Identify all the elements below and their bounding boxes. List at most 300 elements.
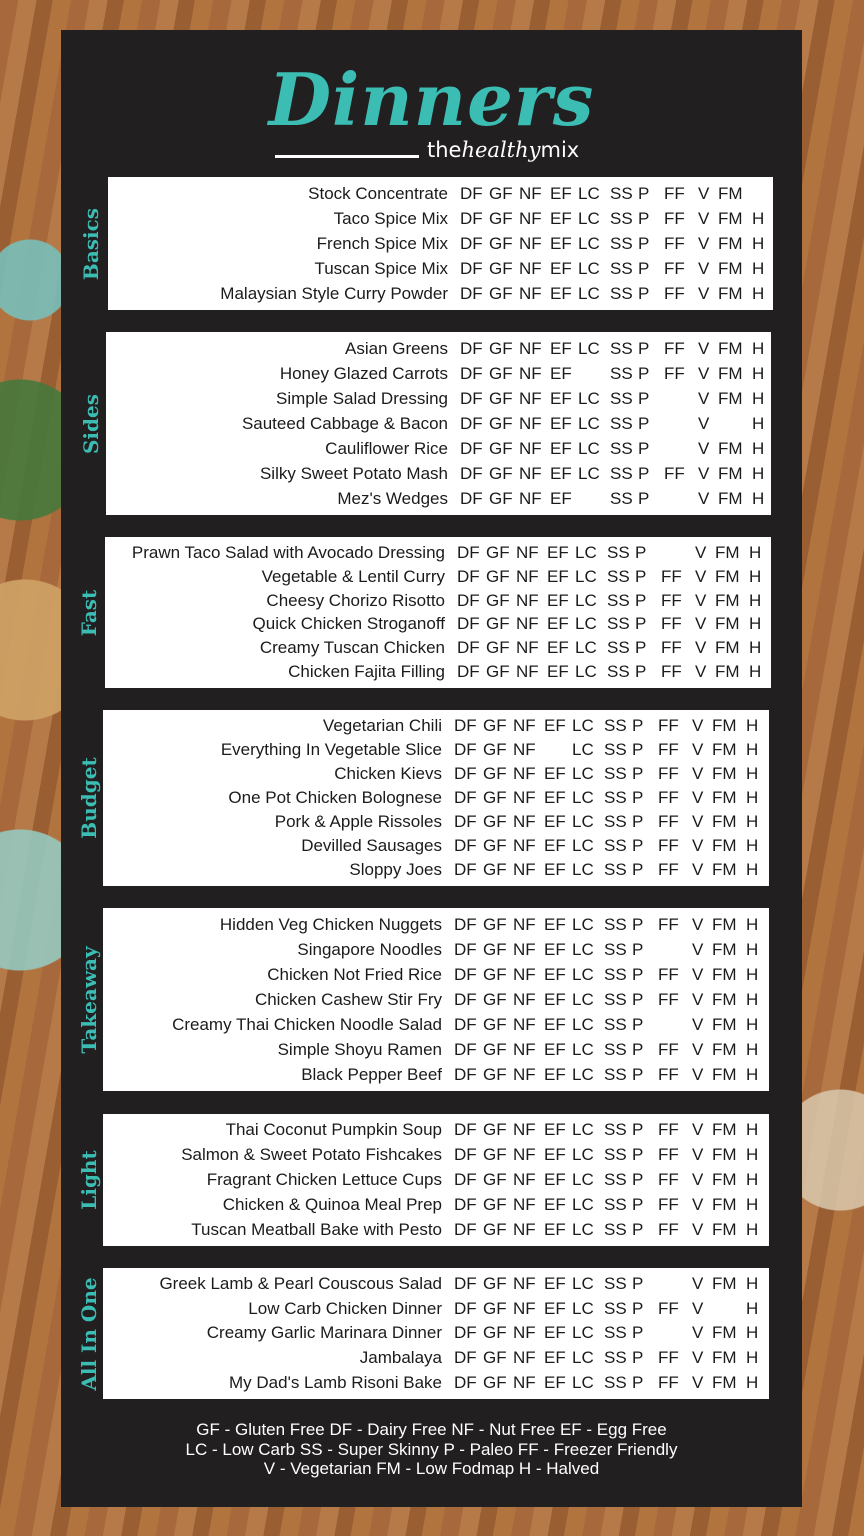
diet-tag: FF [658, 740, 679, 759]
diet-tag: EF [547, 590, 569, 610]
diet-tag [578, 489, 610, 509]
recipe-list [106, 332, 771, 515]
diet-tag: SS [607, 590, 630, 610]
diet-tag: V [698, 183, 710, 203]
diet-tag: NF [513, 1274, 536, 1294]
recipe-list [103, 1268, 769, 1399]
diet-tag: V [692, 1145, 704, 1165]
recipe-name: Chicken Cashew Stir Fry [254, 989, 442, 1009]
diet-tag: H [746, 1372, 759, 1392]
diet-tag: NF [513, 1219, 536, 1239]
recipe-name: Malaysian Style Curry Powder [220, 283, 448, 303]
diet-tag: P [632, 1298, 644, 1318]
recipe-row [106, 361, 771, 386]
diet-tag: P [635, 542, 647, 562]
recipe-row [103, 714, 769, 738]
diet-tag: NF [513, 1064, 536, 1084]
recipe-name: One Pot Chicken Bolognese [228, 788, 442, 807]
diet-tag: DF [454, 1348, 477, 1368]
diet-tag: DF [460, 258, 483, 278]
recipe-row [103, 810, 769, 834]
diet-tag [658, 940, 692, 960]
diet-tag: EF [550, 488, 572, 508]
diet-tag: H [752, 363, 765, 383]
diet-tag [661, 543, 695, 563]
diet-tag: DF [457, 614, 480, 634]
diet-tag: SS [610, 233, 633, 253]
diet-tag: GF [483, 964, 507, 984]
diet-tag: P [638, 283, 650, 303]
diet-tag: NF [516, 590, 539, 610]
diet-tags [454, 788, 762, 808]
recipe-row [103, 738, 769, 762]
diet-tag: P [632, 1372, 644, 1392]
diet-tag: FF [664, 208, 685, 228]
diet-tag: DF [454, 964, 477, 984]
diet-tag: LC [572, 1169, 594, 1189]
recipe-row [108, 181, 773, 206]
diet-tag: LC [575, 614, 597, 634]
diet-tag: FM [718, 183, 743, 203]
diet-tag: FF [661, 566, 682, 586]
diet-tag: DF [454, 1194, 477, 1214]
diet-tag: GF [483, 836, 507, 855]
diet-tag: DF [460, 183, 483, 203]
diet-tag: P [635, 566, 647, 586]
diet-tag: P [632, 1014, 644, 1034]
diet-tag: EF [550, 338, 572, 358]
diet-tag: FF [664, 258, 685, 278]
diet-tag: FM [715, 638, 740, 658]
diet-tag: EF [544, 1348, 566, 1368]
recipe-name: Sauteed Cabbage & Bacon [241, 413, 448, 433]
diet-tag: DF [460, 488, 483, 508]
diet-tag: NF [516, 614, 539, 634]
diet-tag: V [692, 1169, 704, 1189]
diet-tag: GF [483, 1145, 507, 1165]
section-label: Takeaway [77, 945, 101, 1054]
diet-tag: H [752, 208, 765, 228]
recipe-row [108, 231, 773, 256]
diet-tag: FF [658, 764, 679, 783]
diet-tag: FM [715, 566, 740, 586]
diet-tag: V [698, 338, 710, 358]
diet-tag: V [692, 1120, 704, 1140]
diet-tag: V [695, 638, 707, 658]
diet-tag: EF [544, 1120, 566, 1140]
diet-tag: FF [664, 363, 685, 383]
diet-tag: GF [489, 183, 513, 203]
diet-tag: P [638, 363, 650, 383]
recipe-name: Creamy Garlic Marinara Dinner [206, 1323, 442, 1343]
diet-tag: V [692, 764, 704, 783]
diet-tags [457, 543, 765, 563]
diet-tag: EF [550, 463, 572, 483]
diet-tag: LC [572, 914, 594, 934]
diet-tag: FM [718, 438, 743, 458]
recipe-row [106, 386, 771, 411]
diet-tag: FM [712, 1323, 737, 1343]
diet-tag: FF [658, 1298, 679, 1318]
diet-tag: H [746, 1120, 759, 1140]
diet-tag: V [692, 1014, 704, 1034]
diet-tag: LC [578, 208, 600, 228]
brand-mid: healthy [461, 138, 541, 162]
diet-tag: GF [483, 1194, 507, 1214]
recipe-name: Tuscan Spice Mix [314, 258, 448, 278]
diet-tag: FM [712, 716, 737, 735]
diet-tag: V [698, 258, 710, 278]
diet-tag: EF [547, 566, 569, 586]
diet-tag: NF [519, 283, 542, 303]
diet-tag: NF [519, 463, 542, 483]
diet-tag: GF [489, 413, 513, 433]
diet-tag: GF [489, 463, 513, 483]
diet-tag: LC [572, 1120, 594, 1140]
diet-tag: DF [460, 338, 483, 358]
diet-tag: V [698, 388, 710, 408]
diet-tag: LC [572, 740, 594, 759]
diet-tag: P [632, 788, 644, 807]
section-label: Sides [79, 393, 103, 454]
recipe-list [103, 1114, 769, 1246]
diet-tag: NF [516, 638, 539, 658]
diet-tag: SS [604, 1348, 627, 1368]
recipe-name: Vegetable & Lentil Curry [261, 566, 445, 586]
recipe-name: Singapore Noodles [297, 939, 442, 959]
recipe-name: Simple Shoyu Ramen [277, 1039, 442, 1059]
diet-tag [664, 439, 698, 459]
diet-tag: SS [610, 463, 633, 483]
recipe-name: My Dad's Lamb Risoni Bake [229, 1372, 442, 1392]
diet-tag: SS [604, 1219, 627, 1239]
diet-tag: FM [712, 1039, 737, 1059]
diet-tag: FM [718, 338, 743, 358]
diet-tag: P [632, 764, 644, 783]
diet-tag: SS [604, 836, 627, 855]
diet-tag: LC [572, 964, 594, 984]
diet-tag: EF [544, 964, 566, 984]
diet-tag: H [746, 1064, 759, 1084]
diet-tag: FF [658, 1348, 679, 1368]
recipe-row [103, 912, 769, 937]
diet-tag: H [752, 388, 765, 408]
diet-tag: NF [513, 716, 536, 735]
recipe-name: Prawn Taco Salad with Avocado Dressing [131, 542, 445, 562]
diet-tag: DF [454, 1014, 477, 1034]
diet-tag: P [632, 1169, 644, 1189]
diet-tag: SS [604, 1014, 627, 1034]
diet-tag: H [752, 258, 765, 278]
diet-tags [454, 1120, 762, 1140]
recipe-name: Black Pepper Beef [301, 1064, 442, 1084]
diet-tag: NF [513, 1120, 536, 1140]
diet-tag [718, 414, 752, 434]
diet-tag: H [752, 233, 765, 253]
diet-tag: FM [712, 812, 737, 831]
diet-tag: FF [664, 233, 685, 253]
diet-tag: FM [712, 1274, 737, 1294]
recipe-row [108, 206, 773, 231]
diet-tag: P [632, 989, 644, 1009]
diet-tag: GF [486, 590, 510, 610]
diet-tag: GF [486, 638, 510, 658]
diet-tag: H [746, 716, 759, 735]
diet-tag: GF [483, 1323, 507, 1343]
diet-tag: SS [604, 1064, 627, 1084]
diet-tag: EF [544, 716, 566, 735]
diet-tag: EF [550, 183, 572, 203]
recipe-row [103, 1143, 769, 1168]
recipe-name: Silky Sweet Potato Mash [259, 463, 448, 483]
diet-tag: H [752, 413, 765, 433]
diet-tag: SS [607, 542, 630, 562]
recipe-row [105, 660, 771, 684]
diet-tag: SS [610, 208, 633, 228]
recipe-name: Mez's Wedges [337, 488, 448, 508]
diet-tag: GF [483, 1348, 507, 1368]
diet-tag [544, 740, 572, 760]
diet-tag: FF [658, 914, 679, 934]
recipe-name: Hidden Veg Chicken Nuggets [219, 914, 442, 934]
diet-tags [454, 1274, 762, 1294]
diet-tag: FF [658, 1372, 679, 1392]
diet-tag: P [638, 438, 650, 458]
diet-tag: FF [658, 989, 679, 1009]
diet-tag: V [698, 363, 710, 383]
diet-tag: EF [544, 812, 566, 831]
recipe-row [103, 1217, 769, 1242]
recipe-name: Sloppy Joes [349, 860, 442, 879]
brand-logo [427, 138, 579, 162]
diet-tag: SS [610, 283, 633, 303]
diet-tag: EF [547, 662, 569, 682]
diet-tag: LC [578, 283, 600, 303]
legend-line: V - Vegetarian FM - Low Fodmap H - Halved [263, 1459, 600, 1478]
diet-tags [454, 1065, 762, 1085]
diet-tag: NF [519, 183, 542, 203]
diet-tag: P [635, 638, 647, 658]
diet-tag: V [692, 989, 704, 1009]
legend-line: GF - Gluten Free DF - Dairy Free NF - Nut Free EF - Egg Free [196, 1420, 667, 1439]
diet-tag: LC [572, 1348, 594, 1368]
menu-panel [61, 30, 802, 1507]
diet-tag: DF [454, 836, 477, 855]
diet-tag: H [746, 860, 759, 879]
diet-tags [454, 965, 762, 985]
diet-tag: FF [658, 1145, 679, 1165]
diet-tag: H [746, 1014, 759, 1034]
diet-tag: P [632, 1120, 644, 1140]
diet-tag: EF [544, 1298, 566, 1318]
page-title: Dinners [268, 57, 595, 142]
diet-tag: DF [454, 740, 477, 759]
diet-tag: GF [486, 566, 510, 586]
diet-tag: H [752, 488, 765, 508]
diet-tag: NF [519, 233, 542, 253]
diet-tags [460, 364, 768, 384]
diet-tag: LC [572, 812, 594, 831]
diet-tag: H [746, 1298, 759, 1318]
diet-tag: GF [483, 812, 507, 831]
recipe-row [103, 937, 769, 962]
section-label: All In One [77, 1276, 101, 1391]
diet-tag: LC [572, 989, 594, 1009]
diet-tag: LC [578, 388, 600, 408]
diet-tags [457, 662, 765, 682]
recipe-name: Greek Lamb & Pearl Couscous Salad [159, 1274, 442, 1294]
diet-tag: FF [658, 1064, 679, 1084]
recipe-row [103, 1168, 769, 1193]
recipe-row [103, 1062, 769, 1087]
diet-tag: FF [661, 614, 682, 634]
diet-tag: DF [454, 914, 477, 934]
section-label: Fast [77, 589, 101, 636]
recipe-row [103, 962, 769, 987]
diet-tag: EF [550, 208, 572, 228]
diet-tag: P [638, 183, 650, 203]
diet-tag: EF [544, 1169, 566, 1189]
diet-tag: NF [513, 1348, 536, 1368]
diet-tag: EF [544, 989, 566, 1009]
diet-tag: NF [513, 1169, 536, 1189]
diet-tag: SS [604, 939, 627, 959]
diet-tag: LC [572, 788, 594, 807]
diet-tag: DF [454, 939, 477, 959]
diet-tag: FF [658, 1169, 679, 1189]
diet-tag: V [692, 1039, 704, 1059]
diet-tags [460, 234, 768, 254]
diet-tags [457, 614, 765, 634]
diet-tag: P [638, 463, 650, 483]
diet-tag: NF [516, 542, 539, 562]
diet-tag: EF [544, 1194, 566, 1214]
diet-tag: LC [578, 438, 600, 458]
diet-tag: EF [550, 438, 572, 458]
diet-tag: GF [489, 488, 513, 508]
diet-tag: H [749, 614, 762, 634]
recipe-name: Simple Salad Dressing [276, 388, 448, 408]
diet-tag: SS [610, 388, 633, 408]
diet-tag: FM [715, 662, 740, 682]
diet-tag: GF [489, 438, 513, 458]
diet-tag: P [638, 233, 650, 253]
diet-tag: H [749, 638, 762, 658]
diet-tags [457, 591, 765, 611]
diet-tag: FF [664, 183, 685, 203]
diet-tag: P [632, 716, 644, 735]
diet-tag: H [752, 338, 765, 358]
diet-tag: LC [572, 1372, 594, 1392]
diet-tag: SS [607, 614, 630, 634]
diet-tag: EF [544, 788, 566, 807]
recipe-row [106, 411, 771, 436]
diet-tag: NF [513, 1323, 536, 1343]
diet-tag: V [692, 914, 704, 934]
diet-tag: LC [572, 1145, 594, 1165]
diet-tag: GF [483, 914, 507, 934]
diet-tags [457, 567, 765, 587]
diet-tag: GF [486, 542, 510, 562]
diet-tag: H [746, 964, 759, 984]
diet-tag: SS [604, 716, 627, 735]
recipe-row [103, 1192, 769, 1217]
diet-tag: LC [572, 860, 594, 879]
recipe-name: Cauliflower Rice [325, 438, 448, 458]
diet-tag: GF [483, 1064, 507, 1084]
diet-tag: GF [483, 1219, 507, 1239]
diet-tag: EF [547, 638, 569, 658]
diet-tag: DF [457, 542, 480, 562]
diet-tags [454, 812, 762, 832]
diet-tag: P [635, 590, 647, 610]
diet-tag: FM [712, 939, 737, 959]
diet-tag: FM [718, 258, 743, 278]
diet-tag: H [746, 1169, 759, 1189]
diet-tag: DF [460, 413, 483, 433]
diet-tag: NF [519, 208, 542, 228]
diet-tag: LC [578, 463, 600, 483]
diet-tag: FM [712, 1348, 737, 1368]
diet-tag: GF [489, 283, 513, 303]
diet-tag: SS [604, 1298, 627, 1318]
diet-tag: LC [578, 183, 600, 203]
diet-tag: NF [513, 939, 536, 959]
diet-tags [454, 915, 762, 935]
diet-tags [454, 716, 762, 736]
section-label: Light [77, 1150, 101, 1210]
diet-tag: DF [454, 1145, 477, 1165]
diet-tag: GF [483, 1169, 507, 1189]
diet-tag: DF [454, 1372, 477, 1392]
diet-tag: FM [715, 542, 740, 562]
diet-tag [578, 364, 610, 384]
diet-tag: FF [658, 1194, 679, 1214]
brand-post: mix [540, 138, 580, 162]
diet-tag: GF [483, 1298, 507, 1318]
diet-tag: FM [718, 283, 743, 303]
diet-tag: P [632, 1219, 644, 1239]
diet-tag: NF [519, 413, 542, 433]
recipe-name: Jambalaya [359, 1348, 442, 1368]
diet-tag: FM [715, 590, 740, 610]
diet-tag: DF [460, 283, 483, 303]
diet-tag: GF [489, 208, 513, 228]
recipe-list [105, 537, 771, 688]
diet-tags [454, 1040, 762, 1060]
diet-tag: P [632, 860, 644, 879]
diet-tag: NF [513, 914, 536, 934]
diet-tag: GF [483, 939, 507, 959]
brand-divider [275, 155, 419, 158]
diet-tag: V [692, 939, 704, 959]
diet-tag: FF [658, 1039, 679, 1059]
diet-tag: FM [712, 1219, 737, 1239]
diet-tags [454, 1195, 762, 1215]
diet-tags [454, 740, 762, 760]
diet-tag: FF [658, 1120, 679, 1140]
diet-tag: FM [718, 208, 743, 228]
recipe-row [103, 1272, 769, 1297]
diet-tag: SS [604, 1145, 627, 1165]
recipe-row [105, 541, 771, 565]
diet-tag: NF [513, 1039, 536, 1059]
diet-tag: LC [578, 413, 600, 433]
diet-tags [460, 339, 768, 359]
diet-tag: H [749, 542, 762, 562]
diet-tag: H [749, 566, 762, 586]
diet-tag: V [695, 542, 707, 562]
